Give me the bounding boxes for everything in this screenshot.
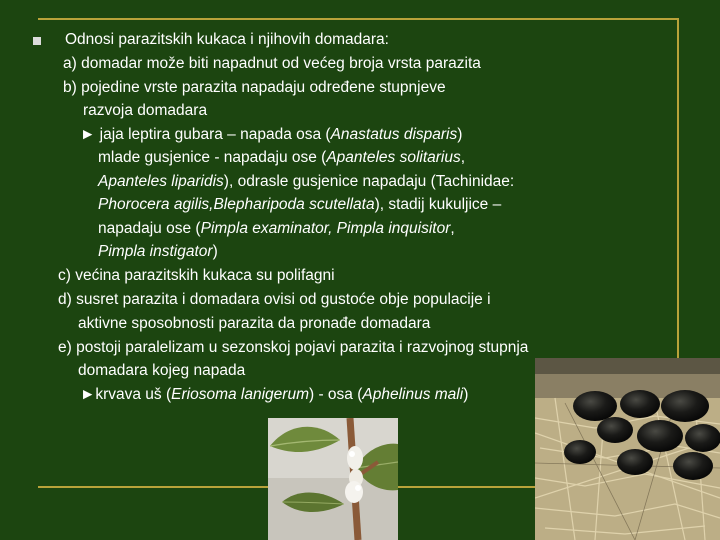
item-c: c) većina parazitskih kukaca su polifagni	[58, 267, 335, 284]
item-b-line6: Phorocera agilis,Blepharipoda scutellata), stadij kukuljice –	[98, 196, 502, 213]
item-b-line3: ► jaja leptira gubara – napada osa (Anastatus disparis)	[80, 126, 463, 143]
item-a: a) domadar može biti napadnut od većeg broja vrsta parazita	[63, 55, 481, 72]
item-b-line8: Pimpla instigator)	[98, 243, 218, 260]
item-e-line3: ►krvava uš (Eriosoma lanigerum) - osa (Aphelinus mali)	[80, 386, 469, 403]
item-e-line2: domadara kojeg napada	[78, 362, 246, 379]
item-b-line1: b) pojedine vrste parazita napadaju određene stupnjeve	[63, 79, 446, 96]
item-e-line1: e) postoji paralelizam u sezonskoj pojavi parazita i razvojnog stupnja	[58, 339, 529, 356]
top-rule	[38, 18, 678, 20]
item-b-line2: razvoja domadara	[83, 102, 208, 119]
square-bullet-icon	[33, 37, 41, 45]
woolly-aphid-branch-photo	[268, 418, 398, 540]
aphid-mummies-photo	[535, 358, 720, 540]
item-b-line5: Apanteles liparidis), odrasle gusjenice napadaju (Tachinidae:	[98, 173, 515, 190]
item-d-line2: aktivne sposobnosti parazita da pronađe domadara	[78, 315, 431, 332]
item-b-line4: mlade gusjenice - napadaju ose (Apanteles solitarius,	[98, 149, 466, 166]
slide-heading: Odnosi parazitskih kukaca i njihovih domadara:	[65, 31, 389, 48]
item-b-line7: napadaju ose (Pimpla examinator, Pimpla inquisitor,	[98, 220, 455, 237]
item-d-line1: d) susret parazita i domadara ovisi od gustoće obje populacije i	[58, 291, 491, 308]
